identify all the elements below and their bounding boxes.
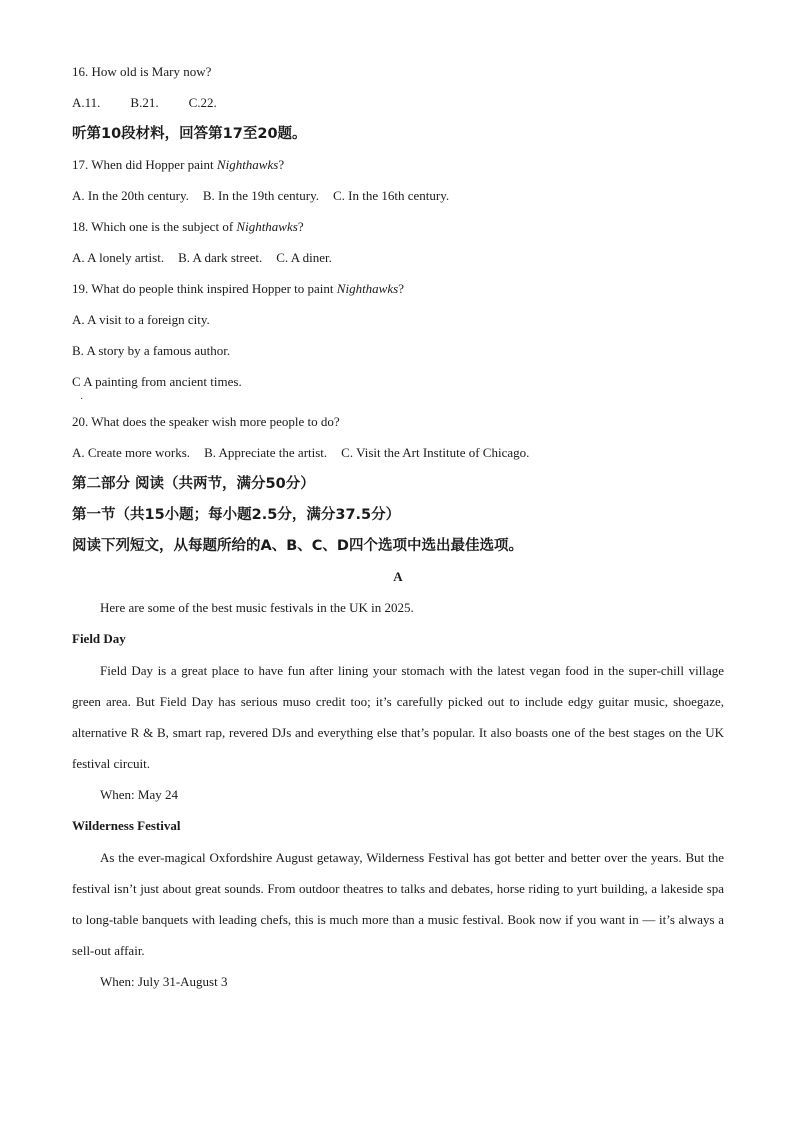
stray-dot: ·: [80, 394, 84, 405]
festival-name: Field Day: [72, 631, 126, 646]
option-c: C. Visit the Art Institute of Chicago.: [341, 445, 530, 460]
reading-instruction: 阅读下列短文，从每题所给的A、B、C、D四个选项中选出最佳选项。: [72, 538, 523, 554]
question-19-stem: [72, 279, 724, 299]
section-10-heading: 听第10段材料，回答第17至20题。: [72, 126, 307, 142]
stem-text: 17. When did Hopper paint: [72, 157, 217, 172]
question-19-option-c: C A painting from ancient times.: [72, 374, 242, 389]
option-b: B.21.: [130, 95, 159, 110]
option-c: C. A diner.: [276, 250, 332, 265]
question-20-options: [72, 443, 724, 463]
stem-title: Nighthawks: [216, 157, 279, 172]
festival-date: When: May 24: [100, 787, 178, 802]
stem-title: Nighthawks: [336, 281, 399, 296]
question-19-option-a: A. A visit to a foreign city.: [72, 312, 210, 327]
stem-text: 18. Which one is the subject of: [72, 219, 237, 234]
document-page: [72, 62, 724, 1003]
festival-date: When: July 31-August 3: [100, 974, 228, 989]
question-20-stem: 20. What does the speaker wish more people to do?: [72, 414, 340, 429]
option-b: B. In the 19th century.: [202, 188, 319, 203]
option-a: A.11.: [72, 95, 101, 110]
passage-intro: Here are some of the best music festivals in the UK in 2025.: [100, 600, 414, 615]
stem-title: Nighthawks: [236, 219, 298, 234]
festival-description: As the ever-magical Oxfordshire August getaway, Wilderness Festival has got better and better over the years. But the festival isn’t just about great sounds. From outdoor theatres to talks and debates, horse riding to yurt building, a lakeside spa to long-table banquets with leading chefs, this is much more than a music festival. Book now if you want in — it’s always a sell-out affair.: [72, 850, 724, 958]
question-19-option-b: B. A story by a famous author.: [72, 343, 231, 358]
stem-end: ?: [278, 157, 285, 172]
option-b: B. A dark street.: [178, 250, 263, 265]
stem-end: ?: [297, 219, 304, 234]
stem-end: ?: [398, 281, 404, 296]
question-18-options: [72, 248, 724, 268]
question-18-stem: [72, 217, 724, 237]
festival-name: Wilderness Festival: [72, 818, 181, 833]
section-1-heading: 第一节（共15小题；每小题2.5分，满分37.5分）: [72, 507, 401, 523]
question-16-options: [72, 93, 724, 113]
question-16-stem: 16. How old is Mary now?: [72, 64, 212, 79]
question-17-stem: [72, 155, 724, 175]
option-b: B. Appreciate the artist.: [204, 445, 328, 460]
option-a: A. Create more works.: [72, 445, 191, 460]
passage-letter: A: [393, 569, 403, 584]
option-a: A. In the 20th century.: [72, 188, 189, 203]
option-c: C. In the 16th century.: [333, 188, 450, 203]
option-c: C.22.: [188, 95, 217, 110]
question-17-options: [72, 186, 724, 206]
option-a: A. A lonely artist.: [72, 250, 165, 265]
festival-description: Field Day is a great place to have fun after lining your stomach with the latest vegan food in the super-chill village green area. But Field Day has serious muso credit too; it’s carefully picked out to include edgy guitar music, shoegaze, alternative R & B, smart rap, revered DJs and everything else that’s popular. It also boasts one of the best stages on the UK festival circuit.: [72, 663, 724, 771]
part-2-heading: 第二部分 阅读（共两节，满分50分）: [72, 476, 315, 492]
stem-text: 19. What do people think inspired Hopper to paint: [72, 281, 337, 296]
